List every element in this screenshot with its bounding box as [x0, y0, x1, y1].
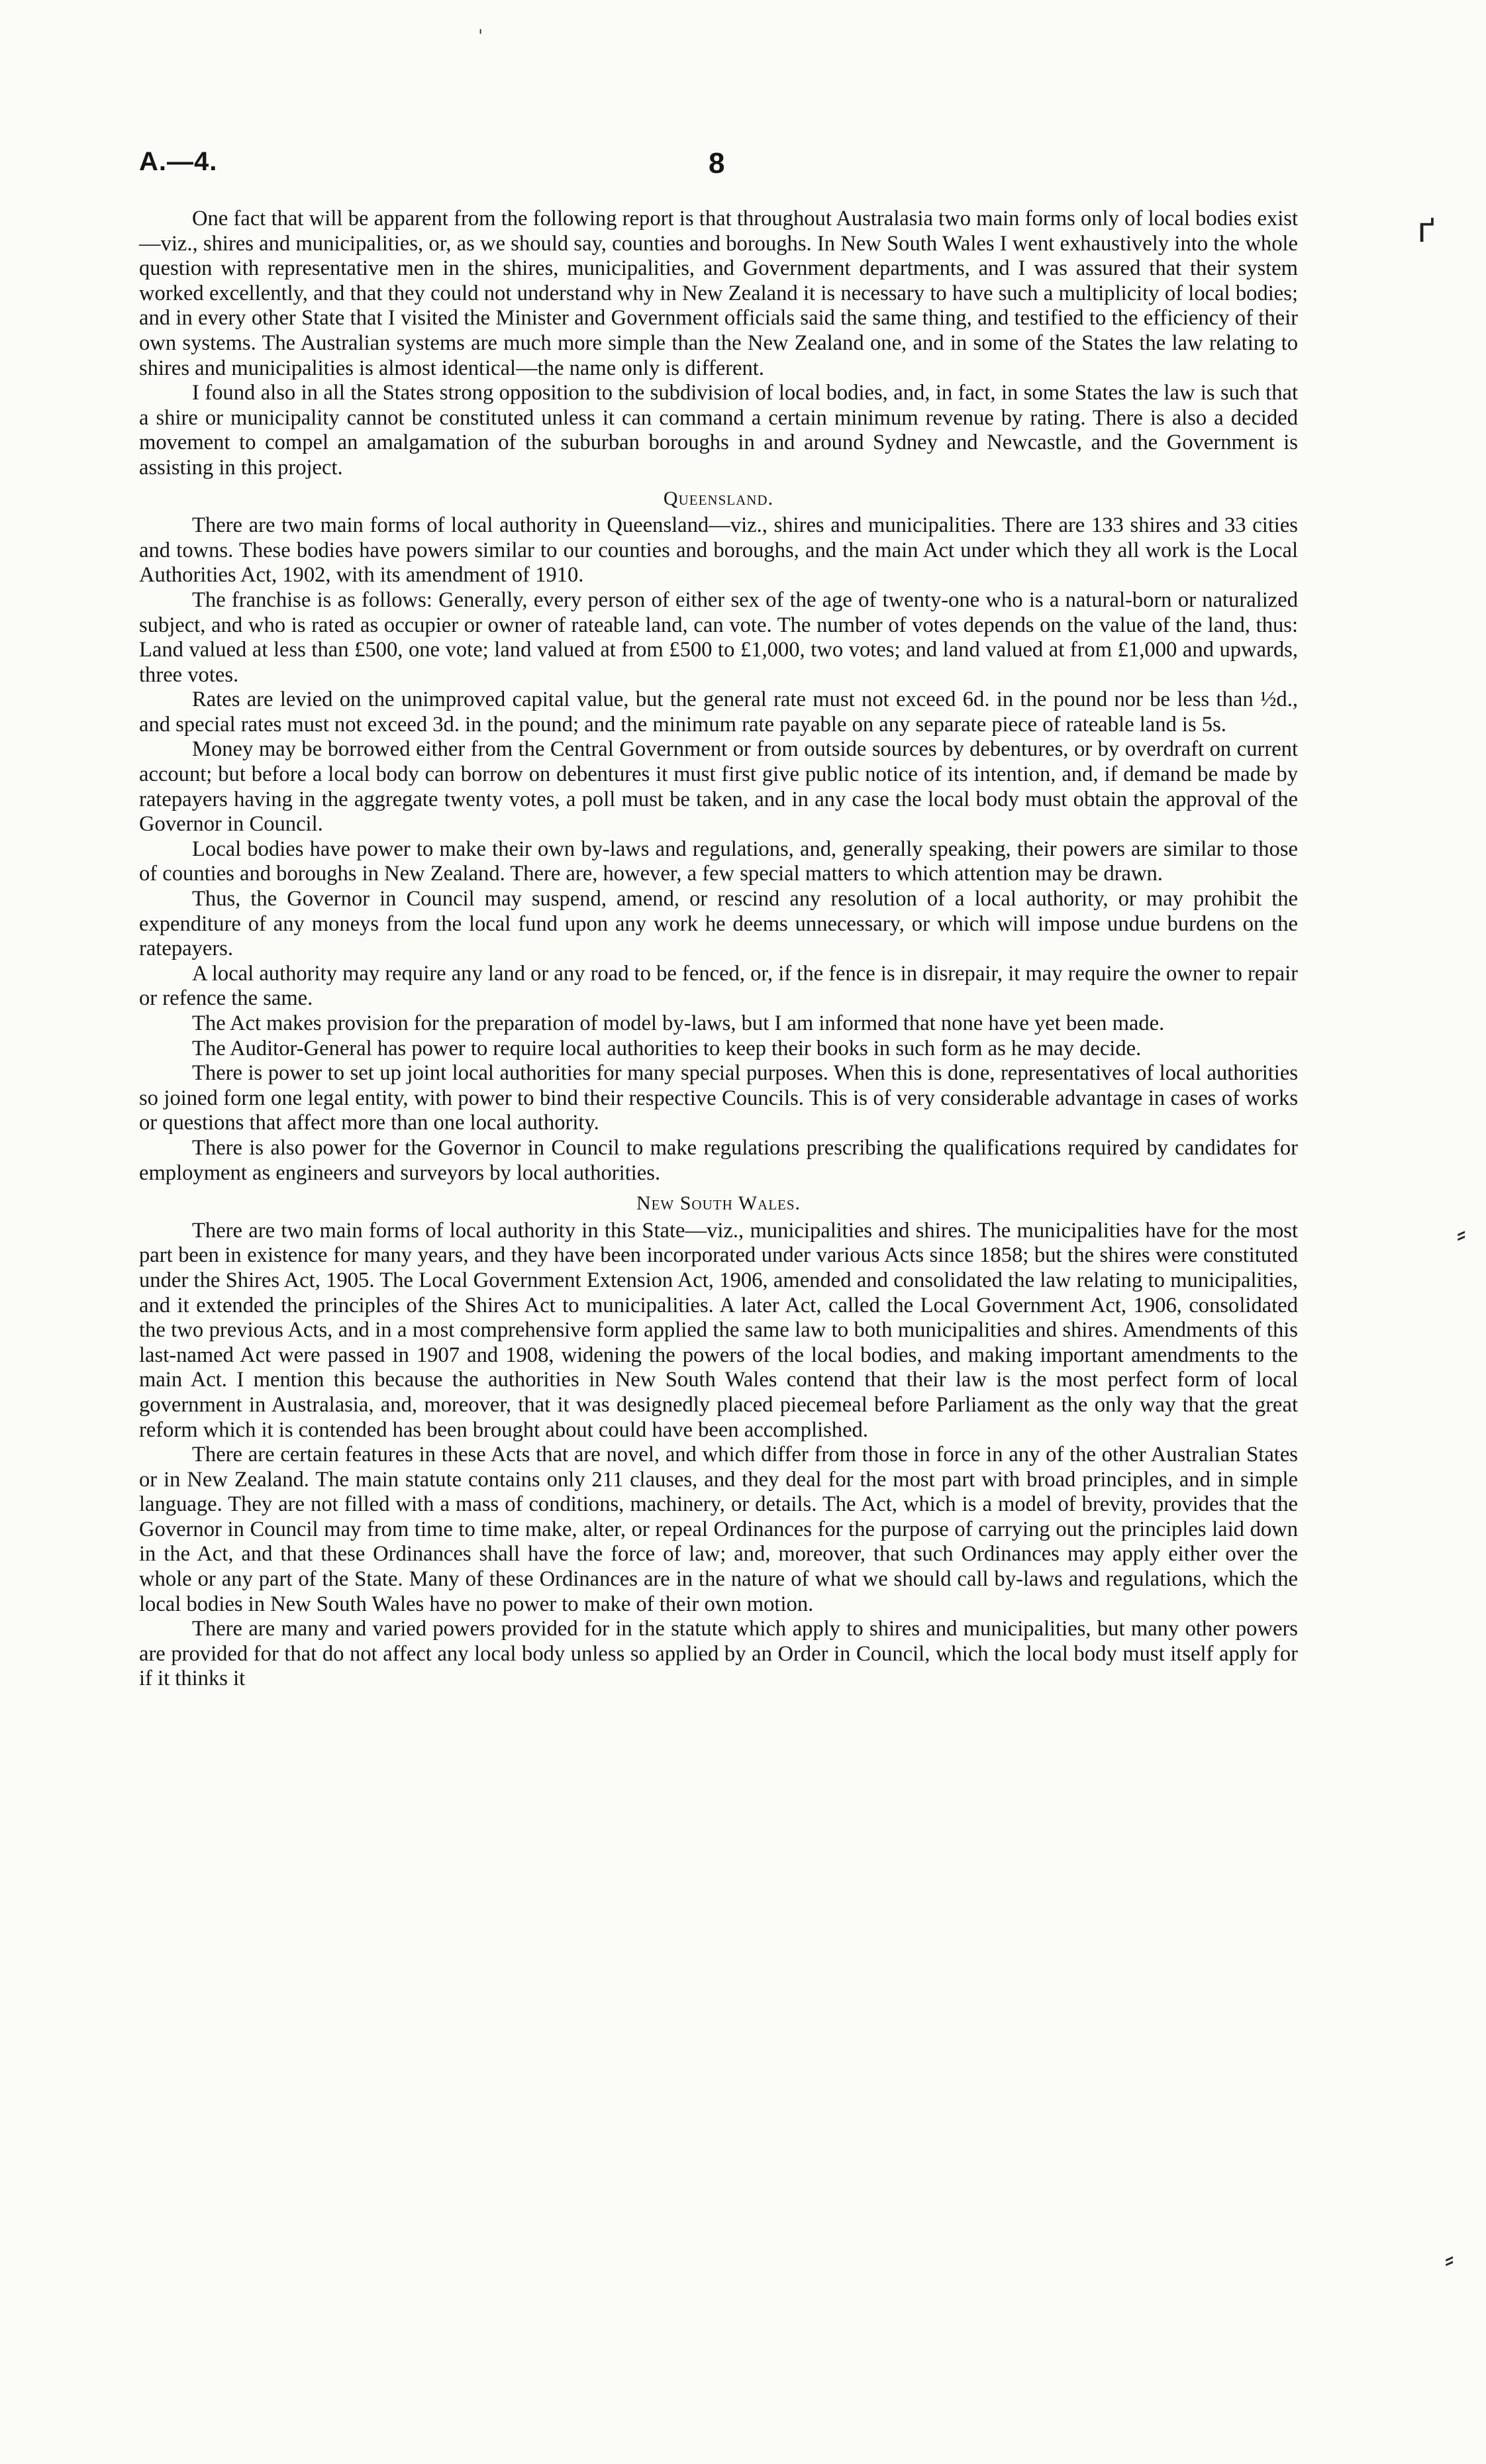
paragraph: There is power to set up joint local authorities for many special purposes. When this is done, representatives of local authorities so joined form one legal entity, with power to bind their respective Councils. This is of very considerable advantage in cases of works or questions that affect more than one local authority. [139, 1061, 1298, 1135]
paragraph: There are certain features in these Acts that are novel, and which differ from those in force in any of the other Australian States or in New Zealand. The main statute contains only 211 clauses, and they deal for the most part with broad principles, and in simple language. They are not filled with a mass of conditions, machinery, or details. The Act, which is a model of brevity, provides that the Governor in Council may from time to time make, alter, or repeal Ordinances for the purpose of carrying out the principles laid down in the Act, and that these Ordinances shall have the force of law; and, moreover, that such Ordinances may apply either over the whole or any part of the State. Many of these Ordinances are in the nature of what we should call by-laws and regulations, which the local bodies in New South Wales have no power to make of their own motion. [139, 1443, 1298, 1616]
paragraph: Money may be borrowed either from the Central Government or from outside sources by debentures, or by overdraft on current account; but before a local body can borrow on debentures it must first give public notice of its intention, and, if demand be made by ratepayers having in the aggregate twenty votes, a poll must be taken, and in any case the local body must obtain the approval of the Governor in Council. [139, 737, 1298, 837]
section-heading-queensland: Queensland. [663, 487, 774, 509]
paragraph: Thus, the Governor in Council may suspend, amend, or rescind any resolution of a local authority, or may prohibit the expenditure of any moneys from the local fund upon any work he deems unnecessary, or which will impose undue burdens on the ratepayers. [139, 887, 1298, 961]
paragraph: A local authority may require any land or any road to be fenced, or, if the fence is in disrepair, it may require the owner to repair or refence the same. [139, 961, 1299, 1011]
margin-mark: ⸗ [1445, 2244, 1454, 2275]
body-text [139, 207, 1298, 1692]
section-heading-new-south-wales: New South Wales. [636, 1192, 801, 1215]
paragraph: There are two main forms of local authority in Queensland—viz., shires and municipalities. There are 133 shires and 33 cities and towns. These bodies have powers similar to our counties and boroughs, and the main Act under which they all work is the Local Authorities Act, 1902, with its amendment of 1910. [139, 513, 1298, 588]
paragraph: Rates are levied on the unimproved capital value, but the general rate must not exceed 6d. in the pound nor be less than ½d., and special rates must not exceed 3d. in the pound; and the minimum rate payable on any separate piece of rateable land is 5s. [139, 688, 1298, 737]
paragraph: I found also in all the States strong opposition to the subdivision of local bodies, and, in fact, in some States the law is such that a shire or municipality cannot be constituted unless it can command a certain minimum revenue by rating. There is also a decided movement to compel an amalgamation of the suburban boroughs in and around Sydney and Newcastle, and the Government is assisting in this project. [139, 381, 1298, 480]
paragraph: There is also power for the Governor in Council to make regulations prescribing the qualifications required by candidates for employment as engineers and surveyors by local authorities. [139, 1135, 1298, 1185]
margin-mark: ґ [1417, 211, 1436, 250]
page-header [139, 147, 1305, 187]
paragraph: The franchise is as follows: Generally, every person of either sex of the age of twenty-one who is a natural-born or naturalized subject, and who is rated as occupier or owner of rateable land, can vote. The number of votes depends on the value of the land, thus: Land valued at less than £500, one vote; land valued at from £500 to £1,000, two votes; and land valued at from £1,000 and upwards, three votes. [139, 588, 1298, 687]
paragraph: One fact that will be apparent from the following report is that throughout Australasia two main forms only of local bodies exist—viz., shires and municipalities, or, as we should say, counties and boroughs. In New South Wales I went exhaustively into the whole question with representative men in the shires, municipalities, and Government departments, and I was assured that their system worked excellently, and that they could not understand why in New Zealand it is necessary to have such a multiplicity of local bodies; and in every other State that I visited the Minister and Government officials said the same thing, and testified to the efficiency of their own systems. The Australian systems are much more simple than the New Zealand one, and in some of the States the law relating to shires and municipalities is almost identical—the name only is different. [139, 207, 1298, 380]
document-reference: A.—4. [139, 147, 218, 176]
paragraph: The Act makes provision for the preparation of model by-laws, but I am informed that none have yet been made. [192, 1011, 1165, 1035]
paragraph: There are two main forms of local authority in this State—viz., municipalities and shires. The municipalities have for the most part been in existence for many years, and they have been incorporated under various Acts since 1858; but the shires were constituted under the Shires Act, 1905. The Local Government Extension Act, 1906, amended and consolidated the law relating to municipalities, and it extended the principles of the Shires Act to municipalities. A later Act, called the Local Government Act, 1906, consolidated the two previous Acts, and in a most comprehensive form applied the same law to both municipalities and shires. Amendments of this last-named Act were passed in 1907 and 1908, widening the powers of the local bodies, and making important amendments to the main Act. I mention this because the authorities in New South Wales contend that their law is the most perfect form of local government in Australasia, and, moreover, that it was designedly placed piecemeal before Parliament as the only way that the great reform which it is contended has been brought about could have been accomplished. [139, 1218, 1298, 1442]
margin-mark: ⸗ [1457, 1219, 1466, 1249]
paragraph: There are many and varied powers provided for in the statute which apply to shires and municipalities, but many other powers are provided for that do not affect any local body unless so applied by an Order in Council, which the local body must itself apply for if it thinks it [139, 1617, 1298, 1691]
tick-mark: ˌ [478, 16, 483, 36]
paragraph: Local bodies have power to make their own by-laws and regulations, and, generally speaking, their powers are similar to those of counties and boroughs in New Zealand. There are, however, a few special matters to which attention may be drawn. [139, 837, 1298, 886]
paragraph: The Auditor-General has power to require local authorities to keep their books in such form as he may decide. [192, 1036, 1142, 1060]
page-number: 8 [709, 147, 725, 180]
